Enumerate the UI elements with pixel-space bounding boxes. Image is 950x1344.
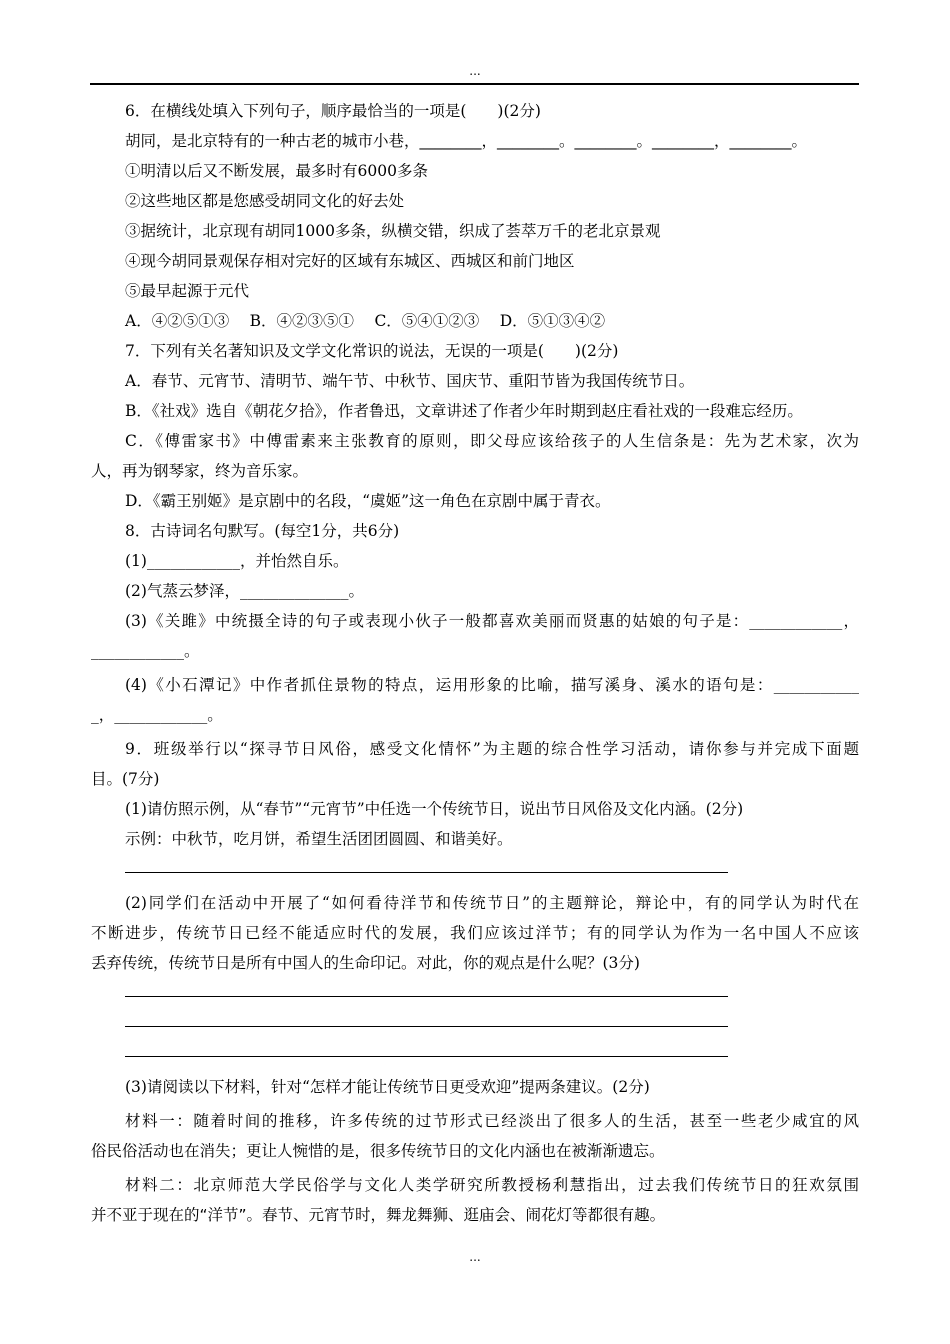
q9-example: [91, 824, 859, 854]
q6-passage: 胡同，是北京特有的一种古老的城市小巷，________，________。________。________，________。: [125, 132, 808, 150]
q8-part-3: (3)《关雎》中统摄全诗的句子或表现小伙子一般都喜欢美丽而贤惠的姑娘的句子是：____________，: [125, 612, 859, 630]
page-content: [91, 96, 859, 1230]
q6-item-2: ②这些地区都是您感受胡同文化的好去处: [125, 192, 405, 210]
q8-part-4-cont: _，____________。: [91, 706, 223, 724]
q8-part-1: (1)____________，并怡然自乐。: [125, 552, 349, 570]
material-2-cont: 并不亚于现在的“洋节”。春节、元宵节时，舞龙舞狮、逛庙会、闹花灯等都很有趣。: [91, 1206, 666, 1224]
q6-item-5: ⑤最早起源于元代: [125, 282, 250, 300]
q6-options: A．④②⑤①③ B．④②③⑤① C．⑤④①②③ D．⑤①③④②: [125, 312, 606, 330]
answer-line-2[interactable]: [125, 978, 728, 1008]
q9-sub-2-cont-2: 丢弃传统，传统节日是所有中国人的生命印记。对此，你的观点是什么呢？(3分): [91, 954, 640, 972]
q7-option-c-cont: 人，再为钢琴家，终为音乐家。: [91, 462, 309, 480]
q6-item-3: ③据统计，北京现有胡同1000多条，纵横交错，织成了荟萃万千的老北京景观: [125, 222, 661, 240]
q9-sub-3: (3)请阅读以下材料，针对“怎样才能让传统节日更受欢迎”提两条建议。(2分): [125, 1078, 650, 1096]
answer-line-1[interactable]: [125, 854, 728, 884]
q7-option-d: D．《霸王别姬》是京剧中的名段，“虞姬”这一角色在京剧中属于青衣。: [125, 492, 611, 510]
q8-part-3-cont: ____________。: [91, 642, 200, 660]
q9-stem-cont: 目。(7分): [91, 770, 160, 788]
q8-stem: 8．古诗词名句默写。(每空1分，共6分): [125, 522, 400, 540]
material-2: 材料二：北京师范大学民俗学与文化人类学研究所教授杨利慧指出，过去我们传统节日的狂欢氛围: [125, 1176, 859, 1194]
material-1: 材料一：随着时间的推移，许多传统的过节形式已经淡出了很多人的生活，甚至一些老少咸宜的风: [125, 1112, 859, 1130]
q6-item-4: ④现今胡同景观保存相对完好的区域有东城区、西城区和前门地区: [125, 252, 575, 270]
q8-part-4: (4)《小石潭记》中作者抓住景物的特点，运用形象的比喻，描写溪身、溪水的语句是：___________: [125, 676, 859, 694]
q7-option-a: A．春节、元宵节、清明节、端午节、中秋节、国庆节、重阳节皆为我国传统节日。: [125, 372, 695, 390]
q9-sub-2-cont-1: 不断进步，传统节日已经不能适应时代的发展，我们应该过洋节；有的同学认为作为一名中国人不应该: [91, 924, 859, 942]
footer-dots: ...: [469, 1250, 481, 1264]
q7-option-c: C．《傅雷家书》中傅雷素来主张教育的原则，即父母应该给孩子的人生信条是：先为艺术家，次为: [125, 432, 859, 450]
header-rule: [90, 83, 859, 85]
answer-line-4[interactable]: [125, 1038, 728, 1068]
q9-stem: 9．班级举行以“探寻节日风俗，感受文化情怀”为主题的综合性学习活动，请你参与并完成下面题: [125, 740, 859, 758]
example-text: 中秋节，吃月饼，希望生活团团圆圆、和谐美好。: [171, 830, 513, 848]
q7-stem: 7．下列有关名著知识及文学文化常识的说法，无误的一项是( )(2分): [125, 342, 619, 360]
example-label: 示例：: [125, 830, 172, 848]
q8-part-2: (2)气蒸云梦泽，______________。: [125, 582, 364, 600]
material-1-cont: 俗民俗活动也在消失；更让人惋惜的是，很多传统节日的文化内涵也在被渐渐遗忘。: [91, 1142, 665, 1160]
q9-sub-2: (2)同学们在活动中开展了“如何看待洋节和传统节日”的主题辩论，辩论中，有的同学认为时代在: [125, 894, 859, 912]
q6-item-1: ①明清以后又不断发展，最多时有6000多条: [125, 162, 428, 180]
q6-stem: 6．在横线处填入下列句子，顺序最恰当的一项是( )(2分): [125, 102, 541, 120]
header-dots: ...: [469, 64, 481, 78]
q7-option-b: B．《社戏》选自《朝花夕拾》，作者鲁迅，文章讲述了作者少年时期到赵庄看社戏的一段难忘经历。: [125, 402, 803, 420]
answer-line-3[interactable]: [125, 1008, 728, 1038]
q9-sub-1: (1)请仿照示例，从“春节”“元宵节”中任选一个传统节日，说出节日风俗及文化内涵。(2分): [125, 800, 744, 818]
